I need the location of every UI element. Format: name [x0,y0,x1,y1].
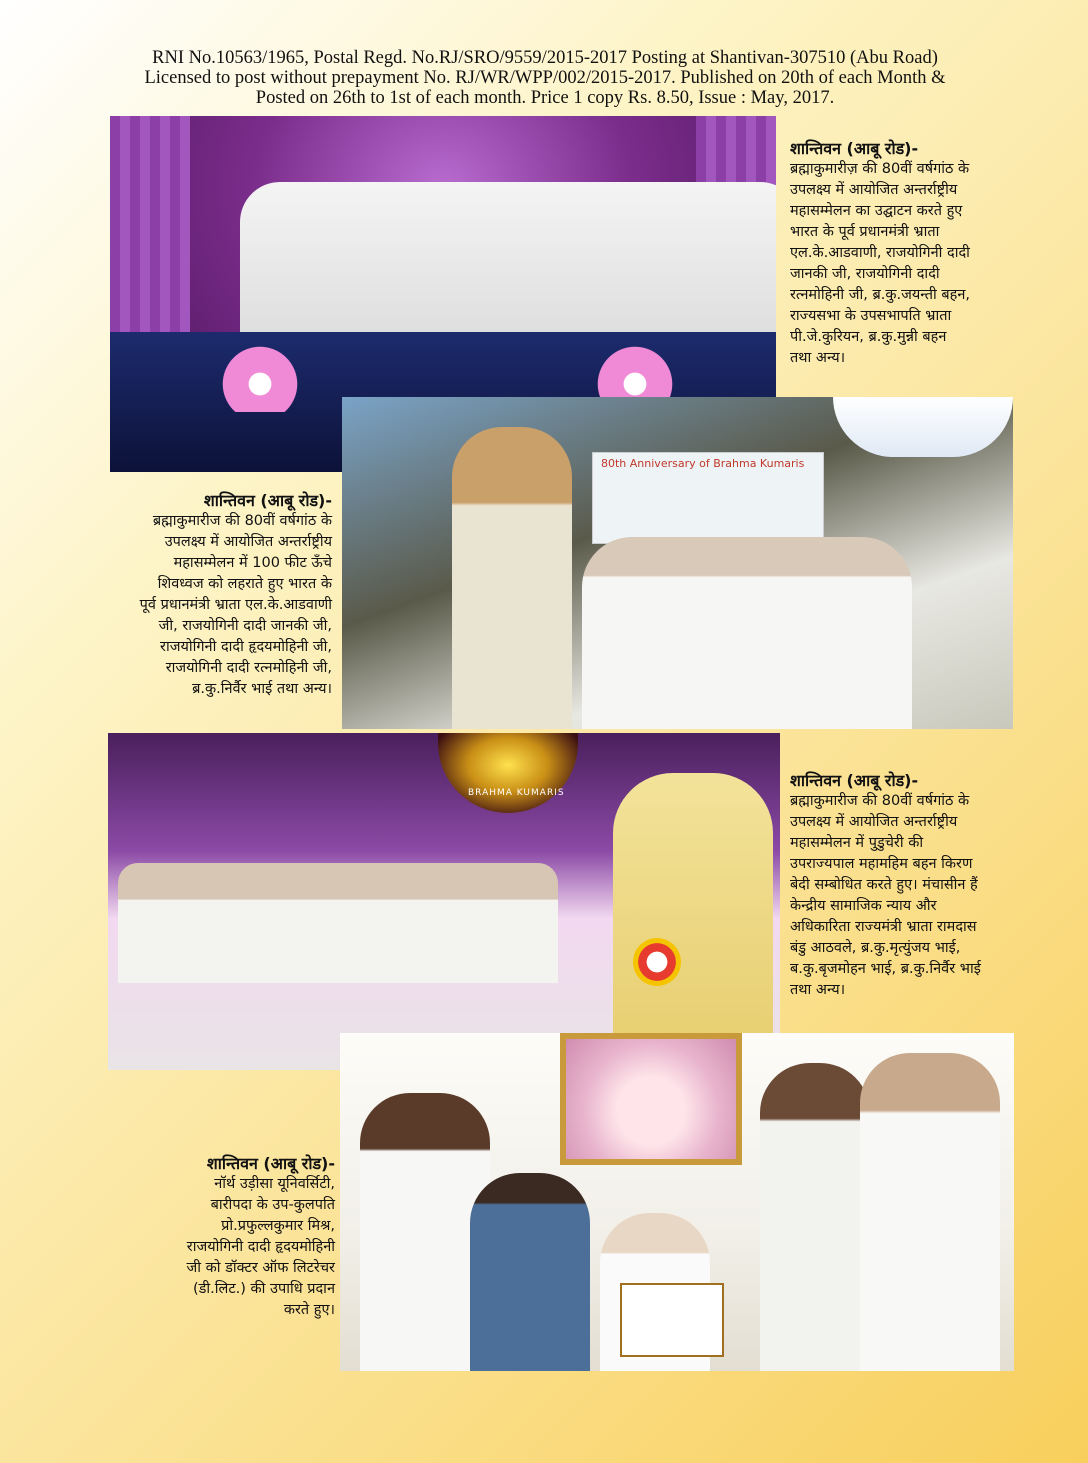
logo-text: BRAHMA KUMARIS [468,788,565,798]
caption-2-line: जी, राजयोगिनी दादी जानकी जी, [158,618,332,634]
curtain-left [110,116,190,352]
caption-3-line: उपराज्यपाल महामहिम बहन किरण [790,856,973,872]
caption-3 [790,770,1052,1001]
photo-speech [108,733,780,1070]
caption-1-line: उपलक्ष्य में आयोजित अन्तर्राष्ट्रीय [790,182,958,198]
caption-3-line: अधिकारिता राज्यमंत्री भ्राता रामदास [790,919,977,935]
header-line-3: Posted on 26th to 1st of each month. Price 1 copy Rs. 8.50, Issue : May, 2017. [255,88,835,108]
caption-2-line: उपलक्ष्य में आयोजित अन्तर्राष्ट्रीय [164,534,332,550]
seated-dignitaries [118,863,558,983]
caption-1-line: राज्यसभा के उपसभापति भ्राता [790,308,952,324]
lotus-decor-left [215,342,305,412]
caption-4-title: शान्तिवन (आबू रोड)- [206,1154,335,1173]
caption-3-line: ब.कु.बृजमोहन भाई, ब्र.कु.निर्वैर भाई [790,961,981,977]
caption-2-line: राजयोगिनी दादी हृदयमोहिनी जी, [160,639,332,655]
photo-2-scene [342,397,1013,729]
caption-3-line: केन्द्रीय सामाजिक न्याय और [790,898,937,914]
caption-1-line: महासम्मेलन का उद्घाटन करते हुए [790,203,963,219]
person-right-2 [860,1053,1000,1371]
photo-4-scene [340,1033,1014,1371]
caption-3-line: बेदी सम्बोधित करते हुए। मंचासीन हैं [790,877,978,893]
photo-3-scene [108,733,780,1070]
person-turban [452,427,572,729]
banner-text: 80th Anniversary of Brahma Kumaris [601,457,805,470]
person-group [582,537,912,729]
caption-3-line: उपलक्ष्य में आयोजित अन्तर्राष्ट्रीय [790,814,958,830]
caption-2-line: शिवध्वज को लहराते हुए भारत के [157,576,332,592]
anniversary-banner [592,452,824,544]
caption-1-line: पी.जे.कुरियन, ब्र.कु.मुन्नी बहन [790,329,947,345]
caption-3-title: शान्तिवन (आबू रोड)- [790,771,919,790]
caption-1-line: तथा अन्य। [790,350,846,366]
caption-3-line: ब्रह्माकुमारीज की 80वीं वर्षगांठ के [790,793,970,809]
caption-4-line: नॉर्थ उड़ीसा यूनिवर्सिटी, [214,1176,335,1192]
framed-portrait [560,1033,742,1165]
caption-1-title: शान्तिवन (आबू रोड)- [790,139,919,158]
person-saree [470,1173,590,1371]
certificate [620,1283,724,1357]
masthead-info [100,48,990,108]
caption-3-line: महासम्मेलन में पुडुचेरी की [790,835,924,851]
rosette-badge [633,938,681,986]
header-line-2: Licensed to post without prepayment No. RJ/WR/WPP/002/2015-2017. Published on 20th of each Month & [144,68,946,88]
caption-4-line: राजयोगिनी दादी हृदयमोहिनी [186,1239,335,1255]
caption-4-line: बारीपदा के उप-कुलपति [210,1197,335,1213]
crowd-group [240,182,776,352]
caption-2-line: ब्र.कु.निर्वैर भाई तथा अन्य। [192,681,332,697]
caption-2-line: राजयोगिनी दादी रत्नमोहिनी जी, [165,660,332,676]
caption-2-title: शान्तिवन (आबू रोड)- [203,491,332,510]
speaker-person [613,773,773,1063]
brahma-kumaris-logo [438,733,578,813]
caption-4-line: जी को डॉक्टर ऑफ लिटरेचर [186,1260,335,1276]
caption-3-line: बंडु आठवले, ब्र.कु.मृत्युंजय भाई, [790,940,961,956]
photo-flag-hoisting [342,397,1013,729]
caption-4-line: (डी.लिट.) की उपाधि प्रदान [192,1281,335,1297]
person-right-1 [760,1063,870,1371]
caption-2 [60,490,332,700]
caption-4-line: करते हुए। [283,1302,335,1318]
caption-1-line: जानकी जी, राजयोगिनी दादी [790,266,940,282]
caption-1 [790,138,1050,369]
header-line-1: RNI No.10563/1965, Postal Regd. No.RJ/SRO/9559/2015-2017 Posting at Shantivan-307510 (Abu Road) [152,48,938,68]
caption-1-line: एल.के.आडवाणी, राजयोगिनी दादी [790,245,970,261]
caption-1-line: भारत के पूर्व प्रधानमंत्री भ्राता [790,224,940,240]
caption-4 [100,1153,335,1321]
caption-1-line: रत्नमोहिनी जी, ब्र.कु.जयन्ती बहन, [790,287,970,303]
caption-2-line: पूर्व प्रधानमंत्री भ्राता एल.के.आडवाणी [139,597,332,613]
caption-1-line: ब्रह्माकुमारीज़ की 80वीं वर्षगांठ के [790,161,970,177]
caption-2-line: ब्रह्माकुमारीज की 80वीं वर्षगांठ के [152,513,332,529]
photo-degree-award [340,1033,1014,1371]
umbrella [833,397,1013,457]
caption-3-line: तथा अन्य। [790,982,846,998]
caption-4-line: प्रो.प्रफुल्लकुमार मिश्र, [221,1218,335,1234]
caption-2-line: महासम्मेलन में 100 फीट ऊँचे [173,555,332,571]
